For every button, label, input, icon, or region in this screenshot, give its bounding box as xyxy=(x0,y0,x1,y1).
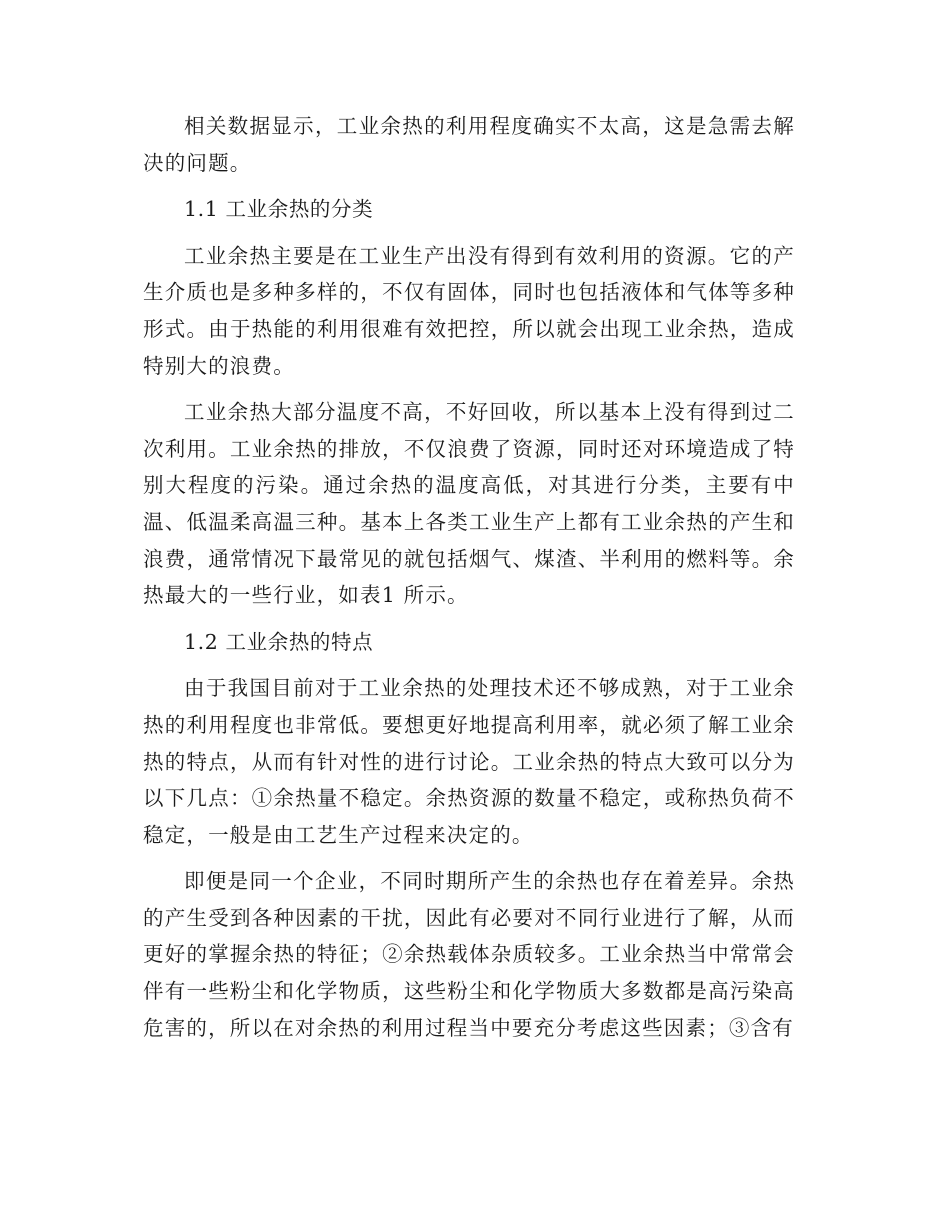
paragraph-features-1: 由于我国目前对于工业余热的处理技术还不够成熟，对于工业余热的利用程度也非常低。要想更好地提高利用率，就必须了解工业余热的特点，从而有针对性的进行讨论。工业余热的特点大致可以分为以下几点：①余热量不稳定。余热资源的数量不稳定，或称热负荷不稳定，一般是由工艺生产过程来决定的。 xyxy=(143,676,795,847)
document-page xyxy=(143,108,795,1046)
paragraph-classification-2: 工业余热大部分温度不高，不好回收，所以基本上没有得到过二次利用。工业余热的排放，不仅浪费了资源，同时还对环境造成了特别大程度的污染。通过余热的温度高低，对其进行分类，主要有中温、低温柔高温三种。基本上各类工业生产上都有工业余热的产生和浪费，通常情况下最常见的就包括烟气、煤渣、半利用的燃料等。余热最大的一些行业，如表1 所示。 xyxy=(143,400,795,608)
section-heading-1-1: 1.1 工业余热的分类 xyxy=(184,197,374,222)
paragraph-intro: 相关数据显示，工业余热的利用程度确实不太高，这是急需去解决的问题。 xyxy=(143,114,795,175)
paragraph-classification-1: 工业余热主要是在工业生产出没有得到有效利用的资源。它的产生介质也是多种多样的，不仅有固体，同时也包括液体和气体等多种形式。由于热能的利用很难有效把控，所以就会出现工业余热，造成特别大的浪费。 xyxy=(143,243,795,378)
section-heading-1-2: 1.2 工业余热的特点 xyxy=(184,629,374,654)
paragraph-features-2: 即便是同一个企业，不同时期所产生的余热也存在着差异。余热的产生受到各种因素的干扰，因此有必要对不同行业进行了解，从而更好的掌握余热的特征；②余热载体杂质较多。工业余热当中常常会伴有一些粉尘和化学物质，这些粉尘和化学物质大多数都是高污染高危害的，所以在对余热的利用过程当中要充分考虑这些因素；③含有 xyxy=(143,869,795,1040)
